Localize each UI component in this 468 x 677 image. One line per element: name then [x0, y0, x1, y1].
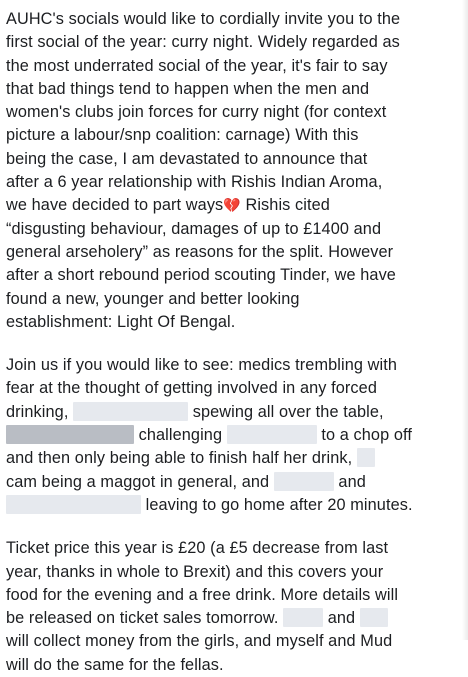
redacted-name: [6, 425, 134, 444]
redacted-name: [73, 402, 188, 421]
text-line: [6, 424, 468, 447]
text-line: AUHC's socials would like to cordially invite you to the: [6, 10, 401, 28]
text-line: will collect money from the girls, and myself and Mud: [6, 632, 393, 651]
text-line: [6, 494, 468, 517]
text-fragment: and: [338, 472, 366, 491]
edge-shadow: [462, 0, 468, 640]
text-fragment: Rishis cited: [240, 196, 330, 215]
text-line: found a new, younger and better looking: [6, 289, 300, 308]
text-line: the most underrated social of the year, it's fair to say: [6, 56, 388, 75]
text-line: general arseholery” as reasons for the split. However: [6, 242, 394, 261]
text-line: that bad things tend to happen when the men and: [6, 79, 370, 98]
text-line: establishment: Light Of Bengal.: [6, 312, 236, 331]
text-line: Join us if you would like to see: medics trembling with: [6, 356, 397, 375]
redacted-name: [360, 608, 388, 627]
text-line: [6, 447, 468, 470]
text-line: year, thanks in whole to Brexit) and this covers your: [6, 562, 384, 581]
text-line: women's clubs join forces for curry night (for context: [6, 103, 387, 122]
post-paragraph-intro: [6, 8, 468, 334]
text-line: [6, 607, 468, 630]
text-fragment: and: [327, 609, 356, 628]
paragraph-gap: [6, 517, 468, 537]
text-fragment: challenging: [138, 426, 223, 445]
text-line: “disgusting behaviour, damages of up to £1400 and: [6, 219, 382, 238]
redacted-name: [274, 472, 334, 491]
text-fragment: be released on ticket sales tomorrow.: [6, 609, 279, 628]
redacted-name: [227, 425, 317, 444]
text-line: [6, 194, 468, 217]
text-fragment: leaving to go home after 20 minutes.: [145, 495, 413, 514]
post-paragraph-tickets: [6, 537, 468, 677]
text-fragment: and then only being able to finish half her drink,: [6, 449, 353, 468]
text-fragment: spewing all over the table,: [192, 402, 384, 421]
text-line: first social of the year: curry night. Widely regarded as: [6, 33, 400, 52]
text-line: [6, 401, 468, 424]
redacted-name: [6, 495, 141, 514]
text-line: food for the evening and a free drink. More details will: [6, 585, 399, 604]
paragraph-gap: [6, 334, 468, 354]
text-fragment: drinking,: [6, 402, 69, 421]
text-line: after a short rebound period scouting Tinder, we have: [6, 266, 396, 285]
broken-heart-icon: 💔: [223, 197, 241, 214]
text-line: Ticket price this year is £20 (a £5 decrease from last: [6, 539, 389, 558]
text-line: after a 6 year relationship with Rishis Indian Aroma,: [6, 173, 383, 192]
text-fragment: cam being a maggot in general, and: [6, 472, 270, 491]
redacted-name: [283, 608, 323, 627]
text-line: picture a labour/snp coalition: carnage) With this: [6, 126, 359, 145]
text-line: being the case, I am devastated to announce that: [6, 149, 368, 168]
text-line: fear at the thought of getting involved in any forced: [6, 379, 377, 398]
text-fragment: we have decided to part ways: [6, 196, 224, 215]
post-paragraph-invite: [6, 354, 468, 517]
text-line: [6, 471, 468, 494]
text-line: will do the same for the fellas.: [6, 655, 224, 674]
redacted-name: [357, 448, 375, 467]
text-fragment: to a chop off: [321, 426, 412, 445]
